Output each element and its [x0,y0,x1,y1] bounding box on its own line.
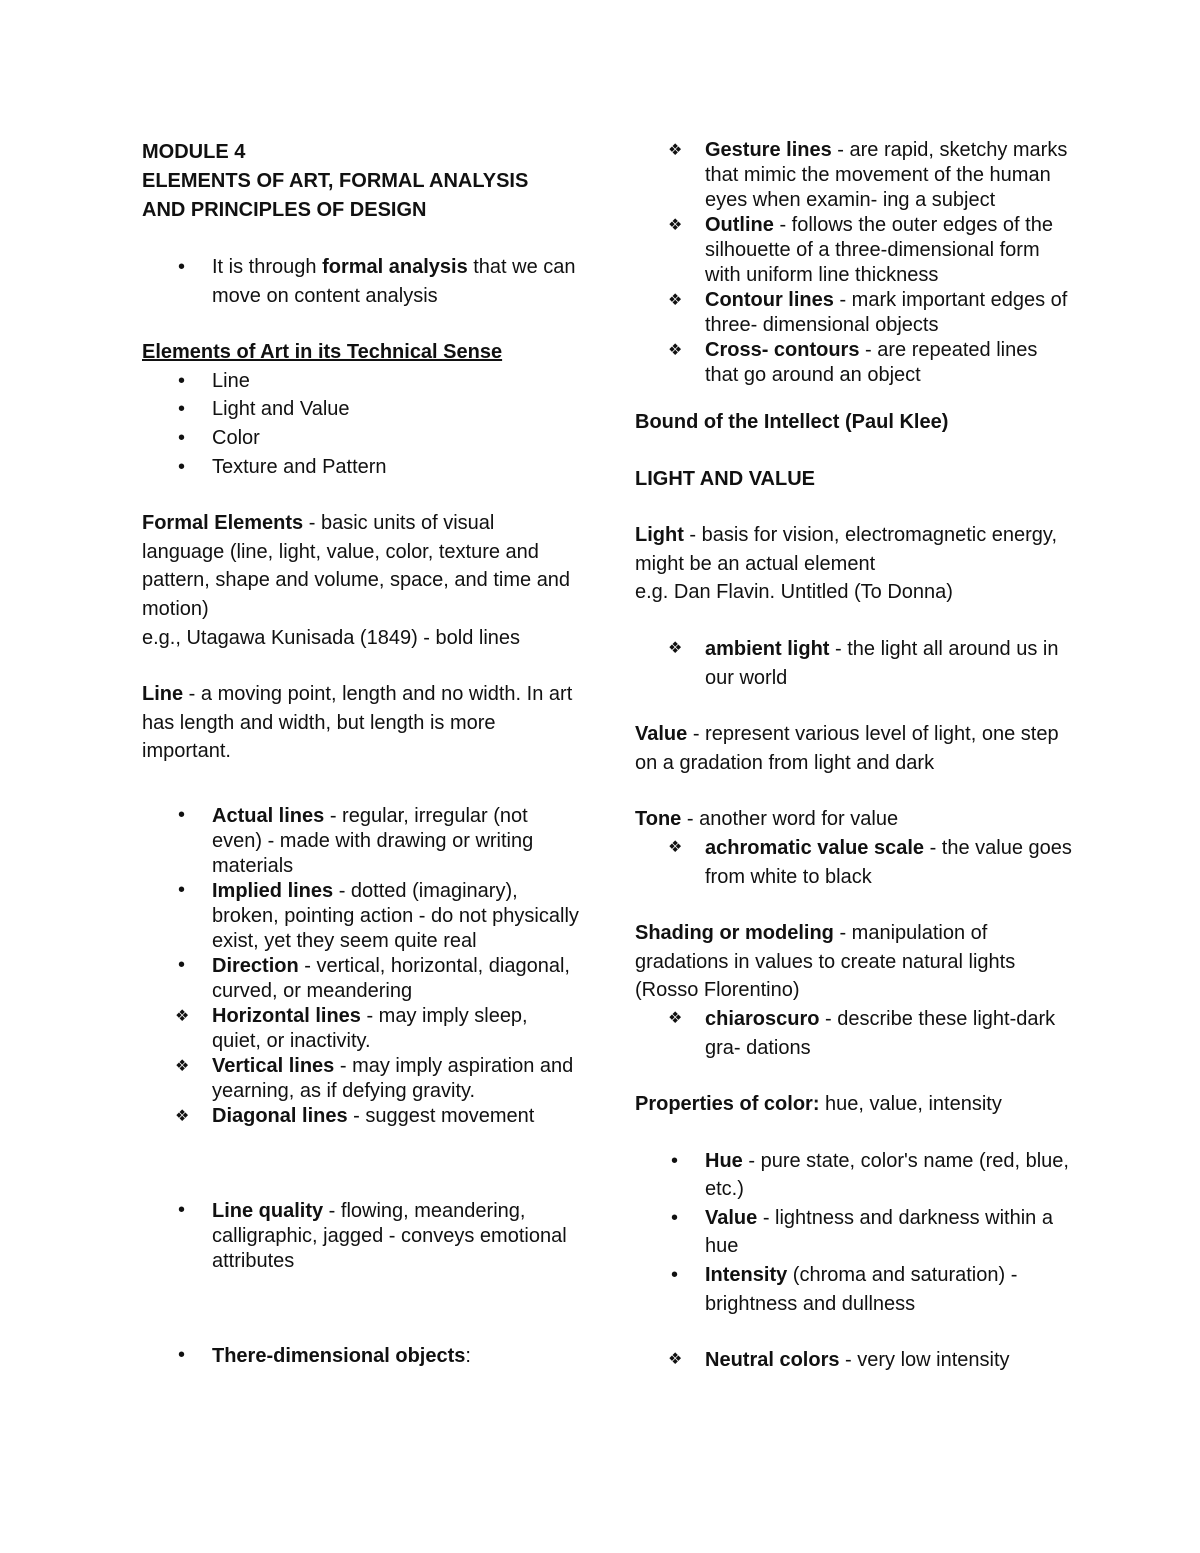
tone-definition: Tone - another word for value [635,808,899,831]
bullet-icon: • [671,1264,679,1287]
module-label: MODULE 4 [142,141,246,163]
diamond-bullet-icon: ❖ [668,142,683,159]
bullet-icon: • [671,1149,679,1172]
light-definition: Light - basis for vision, electromagnetic energy, might be an actual element [635,524,1057,575]
diamond-bullet-icon: ❖ [668,217,683,234]
diamond-bullet-icon: ❖ [175,1107,190,1125]
list-item: • Line quality - flowing, meandering, calligraphic, jagged - conveys emotional attributes [178,1198,567,1272]
shading-definition: Shading or modeling - manipulation of gradations in values to create natural lights (Rosso Florentino) [635,922,1016,1002]
color-properties-heading: Properties of color: hue, value, intensity [635,1093,1002,1116]
right-column [635,138,1075,1375]
list-item: ❖ Diagonal lines - suggest movement [175,1104,535,1127]
line-quality-list [142,1199,582,1274]
three-d-list [142,1344,582,1369]
bullet-icon: • [178,426,186,449]
light-example: e.g. Dan Flavin. Untitled (To Donna) [635,581,953,604]
list-item: • Hue - pure state, color's name (red, blue, etc.) [635,1147,1075,1204]
list-item: • It is through formal analysis that we can move on content analysis [142,253,582,310]
diamond-bullet-icon: ❖ [668,1351,683,1369]
light-value-heading: LIGHT AND VALUE [635,467,815,490]
diamond-bullet-icon: ❖ [668,639,683,657]
bullet-icon: • [178,369,186,392]
list-item: ❖ chiaroscuro - describe these light-dark gra- dations [635,1005,1075,1062]
list-item: ❖ Outline - follows the outer edges of the silhouette of a three-dimensional form with uniform line thickness [668,214,1053,286]
color-properties-list [635,1147,1075,1319]
line-definition: Line - a moving point, length and no width. In art has length and width, but length is more important. [142,683,573,763]
diamond-bullet-icon: ❖ [668,838,683,856]
diamond-bullet-icon: ❖ [175,1057,190,1075]
list-item: • Intensity (chroma and saturation) - brightness and dullness [635,1261,1075,1318]
bullet-icon: • [178,256,186,278]
list-item: ❖ Vertical lines - may imply aspiration and yearning, as if defying gravity. [175,1054,574,1102]
list-item: • Implied lines - dotted (imaginary), broken, pointing action - do not physically exist, yet they seem quite real [178,878,579,952]
list-item: • There-dimensional objects: [178,1343,471,1367]
diamond-bullet-icon: ❖ [668,342,683,359]
list-item: • Line [142,367,582,396]
formal-elements-definition: Formal Elements - basic units of visual language (line, light, value, color, texture and pattern, shape and volume, space, and time and motion) [142,512,571,620]
list-item: • Direction - vertical, horizontal, diagonal, curved, or meandering [178,953,570,1002]
formal-elements-example: e.g., Utagawa Kunisada (1849) - bold lines [142,626,521,649]
line-types-list [142,804,582,1129]
page-title-line-2: AND PRINCIPLES OF DESIGN [142,199,427,221]
section-heading: Elements of Art in its Technical Sense [142,341,503,364]
bullet-icon: • [178,803,186,826]
list-item: ❖ Horizontal lines - may imply sleep, quiet, or inactivity. [175,1004,528,1052]
list-item: ❖ Gesture lines - are rapid, sketchy marks that mimic the movement of the human eyes when examin- ing a subject [668,139,1068,211]
value-definition: Value - represent various level of light, one step on a gradation from light and dark [635,723,1059,774]
list-item: • Light and Value [142,395,582,424]
bullet-icon: • [671,1206,679,1229]
elements-list [142,367,582,481]
bullet-icon: • [178,1198,186,1221]
bullet-icon: • [178,953,186,976]
achromatic-list [635,834,1075,891]
list-item: ❖ achromatic value scale - the value goes from white to black [635,834,1075,891]
list-item: ❖ Contour lines - mark important edges of three- dimensional objects [668,289,1068,336]
list-item: • Value - lightness and darkness within a hue [635,1204,1075,1261]
diamond-bullet-icon: ❖ [175,1007,190,1025]
list-item: ❖ Cross- contours - are repeated lines that go around an object [668,339,1038,386]
bullet-icon: • [178,455,186,478]
list-item: • Color [142,424,582,453]
line-kinds-list [635,138,1075,388]
page-title-line-1: ELEMENTS OF ART, FORMAL ANALYSIS [142,170,529,192]
list-item: ❖ Neutral colors - very low intensity [635,1346,1075,1375]
diamond-bullet-icon: ❖ [668,1009,683,1027]
bullet-icon: • [178,398,186,421]
intro-list [142,253,582,310]
list-item: ❖ ambient light - the light all around us in our world [635,635,1075,692]
chiaroscuro-list [635,1005,1075,1062]
list-item: • Actual lines - regular, irregular (not even) - made with drawing or writing materials [178,803,534,877]
bound-of-intellect: Bound of the Intellect (Paul Klee) [635,411,949,433]
ambient-list [635,635,1075,692]
bullet-icon: • [178,878,186,901]
list-item: • Texture and Pattern [142,453,582,482]
diamond-bullet-icon: ❖ [668,292,683,309]
left-column [142,138,582,1369]
bullet-icon: • [178,1343,186,1366]
neutral-list [635,1346,1075,1375]
